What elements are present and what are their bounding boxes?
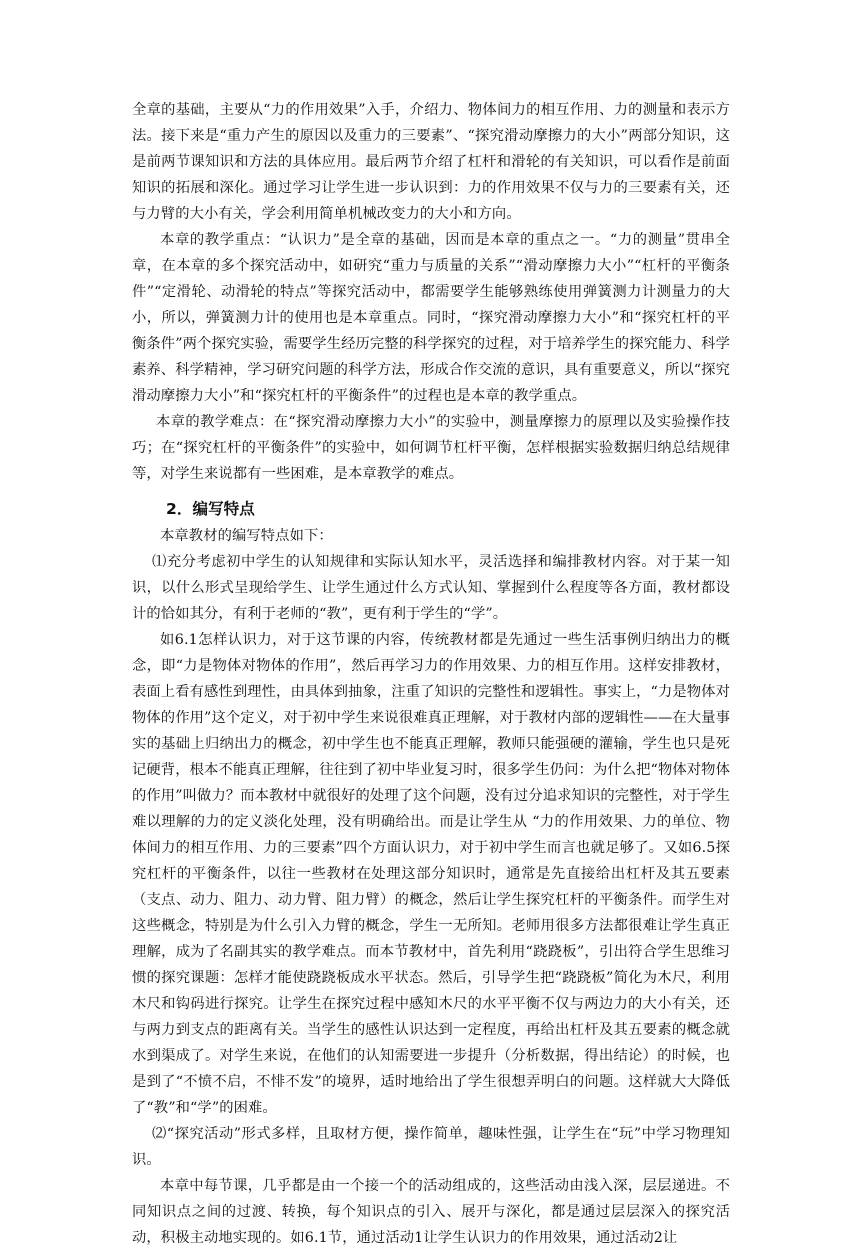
paragraph-teaching-difficulty: 本章的教学难点：在“探究滑动摩擦力大小”的实验中，测量摩擦力的原理以及实验操作技巧；在“探究杠杆的平衡条件”的实验中，如何调节杠杆平衡，怎样根据实验数据归纳总结规律等，对学生来说都有一些困难，是本章教学的难点。 <box>132 414 730 482</box>
paragraph-feature-1: ⑴充分考虑初中学生的认知规律和实际认知水平，灵活选择和编排教材内容。对于某一知识，以什么形式呈现给学生、让学生通过什么方式认知、掌握到什么程度等各方面，教材都设计的恰如其分，有利于老师的“教”，更有利于学生的“学”。 <box>132 554 730 622</box>
paragraph-activities: 本章中每节课，几乎都是由一个接一个的活动组成的，这些活动由浅入深，层层递进。不同知识点之间的过渡、转换，每个知识点的引入、展开与深化，都是通过层层深入的探究活动，积极主动地实现的。如6.1节，通过活动1让学生认识力的作用效果，通过活动2让 <box>132 1178 730 1246</box>
paragraph-teaching-focus: 本章的教学重点：“认识力”是全章的基础，因而是本章的重点之一。“力的测量”贯串全章，在本章的多个探究活动中，如研究“重力与质量的关系”“滑动摩擦力大小”“杠杆的平衡条件”“定滑轮、动滑轮的特点”等探究活动中，都需要学生能够熟练使用弹簧测力计测量力的大小，所以，弹簧测力计的使用也是本章重点。同时，“探究滑动摩擦力大小”和“探究杠杆的平衡条件”两个探究实验，需要学生经历完整的科学探究的过程，对于培养学生的探究能力、科学素养、科学精神，学习研究问题的科学方法，形成合作交流的意识，具有重要意义，所以“探究滑动摩擦力大小”和“探究杠杆的平衡条件”的过程也是本章的教学重点。 <box>132 232 730 404</box>
paragraph-example-6-1: 如6.1怎样认识力，对于这节课的内容，传统教材都是先通过一些生活事例归纳出力的概念，即“力是物体对物体的作用”，然后再学习力的作用效果、力的相互作用。这样安排教材，表面上看有感性到理性，由具体到抽象，注重了知识的完整性和逻辑性。事实上，“力是物体对物体的作用”这个定义，对于初中学生来说很难真正理解，对于教材内部的逻辑性——在大量事实的基础上归纳出力的概念，初中学生也不能真正理解，教师只能强硬的灌输，学生也只是死记硬背，根本不能真正理解，往往到了初中毕业复习时，很多学生仍问：为什么把“物体对物体的作用”叫做力？而本教材中就很好的处理了这个问题，没有过分追求知识的完整性，对于学生难以理解的力的定义淡化处理，没有明确给出。而是让学生从 “力的作用效果、力的单位、物体间力的相互作用、力的三要素”四个方面认识力，对于初中学生而言也就足够了。又如6.5探究杠杆的平衡条件，以往一些教材在处理这部分知识时，通常是先直接给出杠杆及其五要素（支点、动力、阻力、动力臂、阻力臂）的概念，然后让学生探究杠杆的平衡条件。而学生对这些概念，特别是为什么引入力臂的概念，学生一无所知。老师用很多方法都很难让学生真正理解，成为了名副其实的教学难点。而本节教材中，首先利用“跷跷板”，引出符合学生思维习惯的探究课题：怎样才能使跷跷板成水平状态。然后，引导学生把“跷跷板”简化为木尺，利用木尺和钩码进行探究。让学生在探究过程中感知木尺的水平平衡不仅与两边力的大小有关，还与两力到支点的距离有关。当学生的感性认识达到一定程度，再给出杠杆及其五要素的概念就水到渠成了。对学生来说，在他们的认知需要进一步提升（分析数据，得出结论）的时候，也是到了“不愤不启，不悱不发”的境界，适时地给出了学生很想弄明白的问题。这样就大大降低了“教”和“学”的困难。 <box>132 632 730 1116</box>
document-body <box>132 97 730 1251</box>
section-heading: 2．编写特点 <box>166 500 255 518</box>
paragraph-intro-continued: 全章的基础，主要从“力的作用效果”入手，介绍力、物体间力的相互作用、力的测量和表示方法。接下来是“重力产生的原因以及重力的三要素”、“探究滑动摩擦力的大小”两部分知识，这是前两节课知识和方法的具体应用。最后两节介绍了杠杆和滑轮的有关知识，可以看作是前面知识的拓展和深化。通过学习让学生进一步认识到：力的作用效果不仅与力的三要素有关，还与力臂的大小有关，学会利用简单机械改变力的大小和方向。 <box>132 102 730 222</box>
paragraph-features-intro: 本章教材的编写特点如下： <box>160 528 333 544</box>
paragraph-feature-2: ⑵“探究活动”形式多样，且取材方便，操作简单，趣味性强，让学生在“玩”中学习物理知识。 <box>132 1126 730 1168</box>
